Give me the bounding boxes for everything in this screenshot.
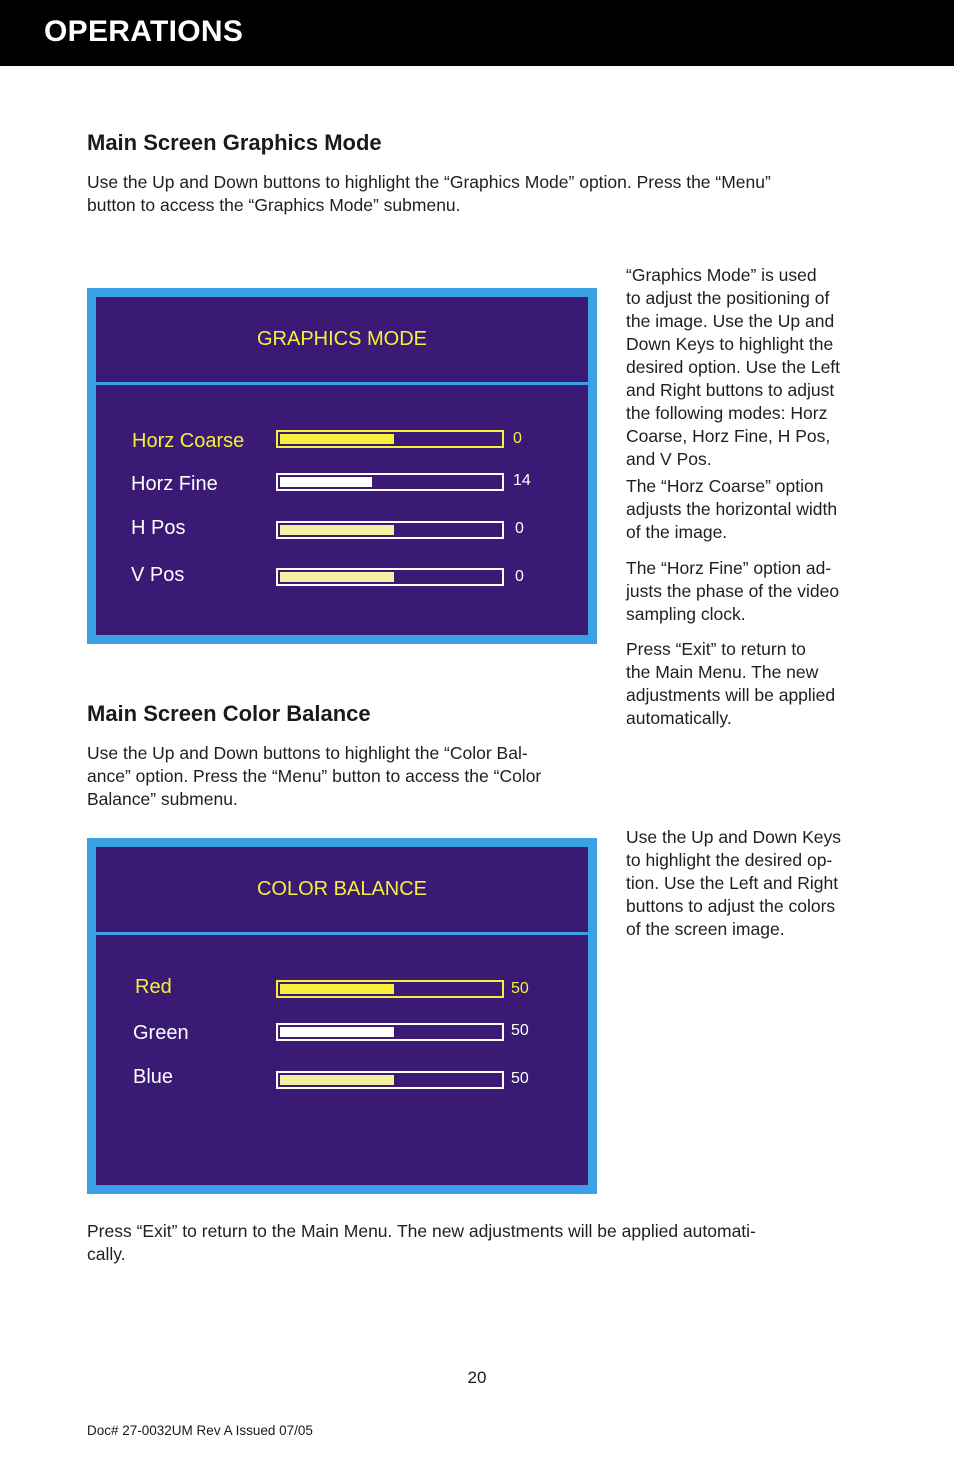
side-line: the following modes: Horz	[626, 403, 828, 423]
osd-slider	[276, 1023, 504, 1041]
osd-row-label: Red	[135, 976, 172, 998]
document-id: Doc# 27-0032UM Rev A Issued 07/05	[87, 1423, 313, 1438]
graphics-mode-intro	[87, 171, 877, 217]
osd-title: COLOR BALANCE	[256, 878, 428, 900]
osd-row-label: Horz Coarse	[132, 430, 245, 452]
side-line: automatically.	[626, 708, 732, 728]
side-line: buttons to adjust the colors	[626, 896, 836, 916]
side-line: to adjust the positioning of	[626, 288, 830, 308]
side-line: tion. Use the Left and Right	[626, 873, 839, 893]
osd-row-value: 14	[513, 472, 531, 489]
osd-row-value: 50	[511, 1022, 529, 1039]
osd-slider-fill	[280, 525, 394, 535]
intro-line: ance” option. Press the “Menu” button to access the “Color	[87, 766, 542, 786]
side-line: Press “Exit” to return to	[626, 639, 806, 659]
page-title: OPERATIONS	[44, 15, 244, 48]
side-line: Use the Up and Down Keys	[626, 827, 841, 847]
section-heading-color-balance: Main Screen Color Balance	[87, 701, 371, 726]
osd-slider	[276, 521, 504, 539]
side-line: The “Horz Fine” option ad-	[626, 558, 832, 578]
osd-row-value: 0	[515, 520, 524, 537]
side-line: sampling clock.	[626, 604, 746, 624]
intro-line: button to access the “Graphics Mode” submenu.	[87, 195, 461, 215]
osd-row-label: Horz Fine	[131, 473, 218, 495]
osd-slider-fill	[280, 1027, 394, 1037]
color-balance-sidebar	[626, 826, 876, 941]
osd-slider-fill	[280, 984, 394, 994]
osd-slider-fill	[280, 434, 394, 444]
intro-line: Use the Up and Down buttons to highlight the “Color Bal-	[87, 743, 528, 763]
osd-row-value: 0	[515, 568, 524, 585]
osd-row-label: V Pos	[131, 564, 185, 586]
osd-title: GRAPHICS MODE	[256, 328, 428, 350]
page-number: 20	[467, 1368, 487, 1387]
graphics-mode-osd	[87, 288, 597, 644]
intro-line: Balance” submenu.	[87, 789, 238, 809]
osd-slider	[276, 980, 504, 998]
side-line: desired option. Use the Left	[626, 357, 841, 377]
side-line: and Right buttons to adjust	[626, 380, 835, 400]
osd-row-label: H Pos	[131, 517, 186, 539]
osd-row-label: Blue	[133, 1066, 174, 1088]
side-line: Coarse, Horz Fine, H Pos,	[626, 426, 831, 446]
footer-line: cally.	[87, 1244, 126, 1264]
osd-slider	[276, 430, 504, 448]
graphics-mode-sidebar	[626, 264, 876, 471]
osd-panel	[96, 297, 588, 635]
osd-row-value: 50	[511, 1070, 529, 1087]
horz-coarse-note	[626, 475, 876, 544]
side-line: justs the phase of the video	[626, 581, 840, 601]
horz-fine-note	[626, 557, 876, 626]
side-line: adjustments will be applied	[626, 685, 836, 705]
side-line: of the screen image.	[626, 919, 785, 939]
footer-line: Press “Exit” to return to the Main Menu. The new adjustments will be applied automati-	[87, 1221, 756, 1241]
color-balance-osd	[87, 838, 597, 1194]
side-line: The “Horz Coarse” option	[626, 476, 824, 496]
side-line: Down Keys to highlight the	[626, 334, 834, 354]
osd-row-value: 50	[511, 980, 529, 997]
exit-note-graphics	[626, 638, 876, 730]
osd-slider-fill	[280, 1075, 394, 1085]
osd-row-value: 0	[513, 430, 522, 447]
osd-row-label: Green	[133, 1022, 189, 1044]
osd-slider	[276, 568, 504, 586]
osd-title-area	[96, 847, 588, 935]
osd-slider-fill	[280, 477, 372, 487]
side-line: adjusts the horizontal width	[626, 499, 838, 519]
color-balance-intro	[87, 742, 607, 811]
side-line: “Graphics Mode” is used	[626, 265, 817, 285]
side-line: the Main Menu. The new	[626, 662, 819, 682]
section-heading-graphics-mode: Main Screen Graphics Mode	[87, 130, 382, 155]
osd-slider	[276, 1071, 504, 1089]
osd-slider-fill	[280, 572, 394, 582]
side-line: to highlight the desired op-	[626, 850, 833, 870]
osd-slider	[276, 473, 504, 491]
header-bar	[0, 0, 954, 66]
side-line: of the image.	[626, 522, 728, 542]
side-line: the image. Use the Up and	[626, 311, 835, 331]
footer-note	[87, 1220, 877, 1266]
osd-title-area	[96, 297, 588, 385]
side-line: and V Pos.	[626, 449, 712, 469]
intro-line: Use the Up and Down buttons to highlight the “Graphics Mode” option. Press the “Menu”	[87, 172, 771, 192]
osd-panel	[96, 847, 588, 1185]
